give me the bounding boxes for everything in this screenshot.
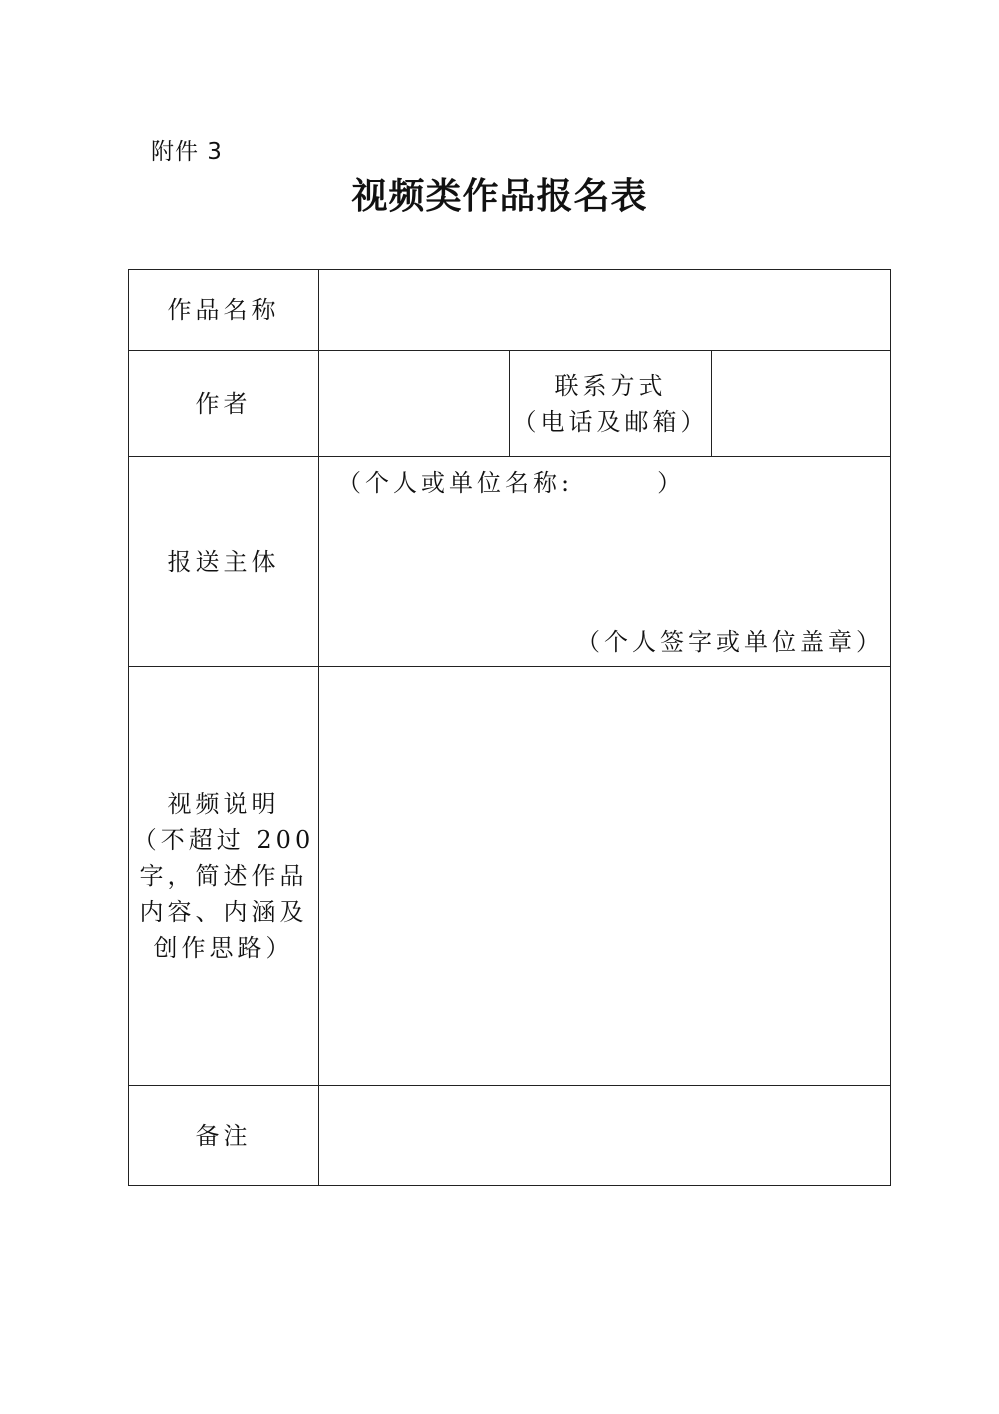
contact-label-line2: （电话及邮箱） [512, 407, 709, 436]
submitter-label: 报送主体 [129, 457, 319, 667]
page-title: 视频类作品报名表 [351, 175, 648, 217]
remarks-label: 备注 [129, 1086, 319, 1186]
table-row-work-name [129, 270, 891, 351]
author-field[interactable] [319, 351, 510, 457]
description-label-line: 内容、内涵及 [139, 898, 308, 926]
submitter-field[interactable] [319, 457, 891, 667]
contact-field[interactable] [712, 351, 891, 457]
attachment-label: 附件 3 [151, 139, 223, 165]
description-label [129, 667, 319, 1086]
contact-label-line1: 联系方式 [554, 371, 667, 400]
table-row-submitter [129, 457, 891, 667]
description-label-line: （不超过 200 [132, 826, 315, 854]
table-row-author [129, 351, 891, 457]
remarks-field[interactable] [319, 1086, 891, 1186]
description-label-line: 字，简述作品 [139, 862, 308, 890]
work-name-label: 作品名称 [129, 270, 319, 351]
table-row-remarks [129, 1086, 891, 1186]
description-label-line: 创作思路） [153, 934, 294, 962]
contact-label [510, 351, 712, 457]
table-row-description [129, 667, 891, 1086]
registration-form-table [128, 269, 891, 1186]
work-name-field[interactable] [319, 270, 891, 351]
submitter-sign-prompt: （个人签字或单位盖章） [576, 628, 885, 656]
description-field[interactable] [319, 667, 891, 1086]
author-label: 作者 [129, 351, 319, 457]
submitter-name-prompt: （个人或单位名称: ） [337, 469, 686, 497]
description-label-line: 视频说明 [167, 790, 280, 818]
